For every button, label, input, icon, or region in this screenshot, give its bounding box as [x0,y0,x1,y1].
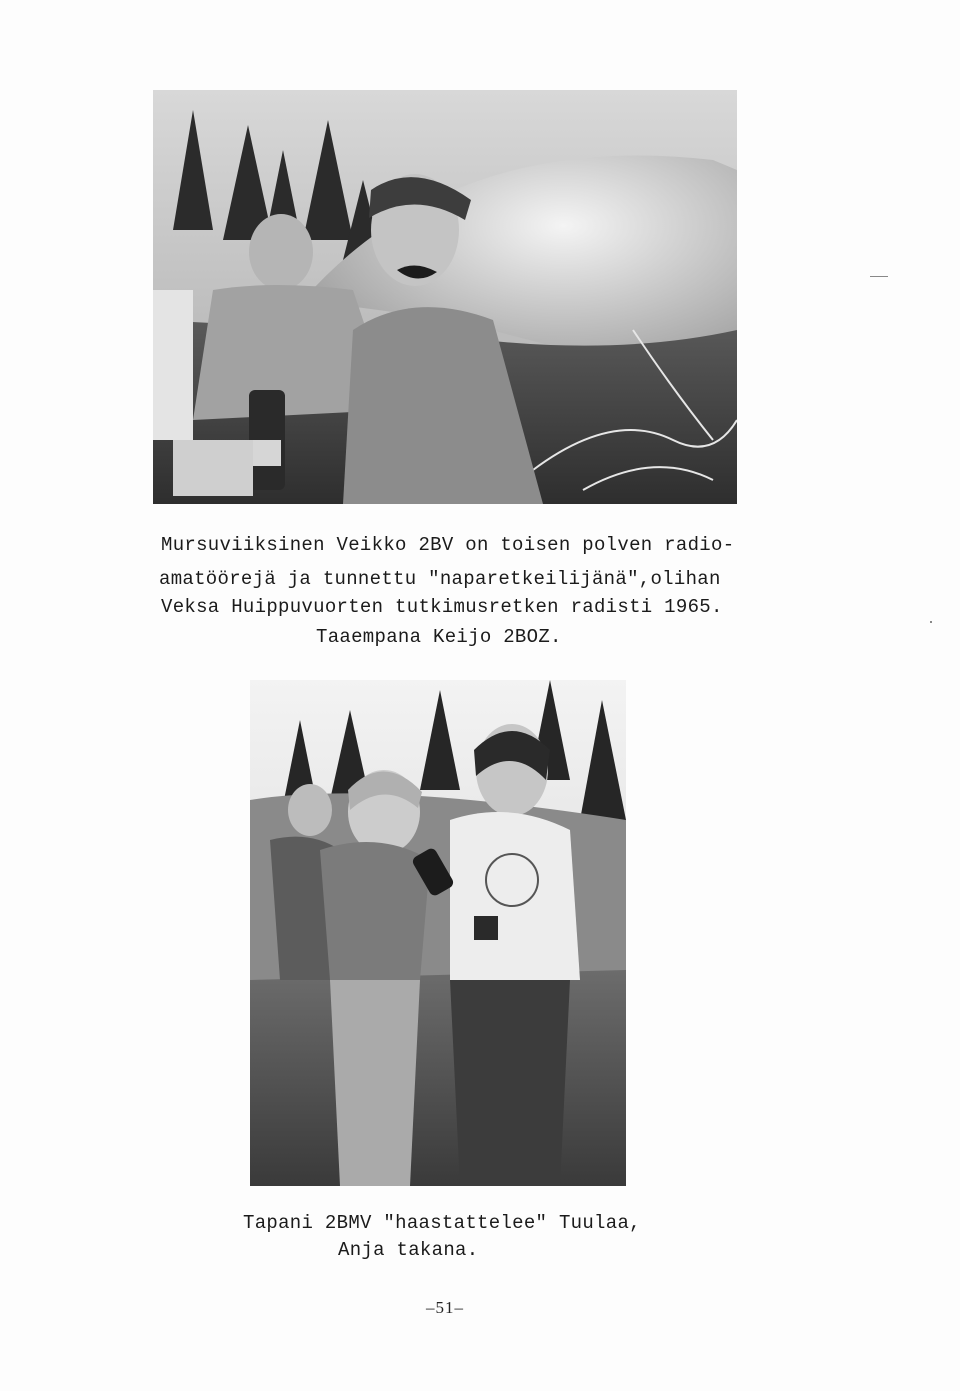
caption-1-line-2: amatöörejä ja tunnettu "naparetkeilijänä",olihan [159,568,721,590]
top-photo-image [153,90,737,504]
bottom-photo-image [250,680,626,1186]
caption-1-line-3: Veksa Huippuvuorten tutkimusretken radisti 1965. [161,596,723,618]
caption-2-line-2: Anja takana. [338,1239,479,1261]
scan-speck [930,621,932,623]
scan-speck [870,276,888,277]
top-photo [153,90,737,504]
bottom-photo [250,680,626,1186]
caption-1-line-4: Taaempana Keijo 2BOZ. [316,626,562,648]
page-number: –51– [426,1298,464,1317]
caption-2-line-1: Tapani 2BMV "haastattelee" Tuulaa, [243,1212,641,1234]
caption-1-line-1: Mursuviiksinen Veikko 2BV on toisen polven radio- [161,534,735,556]
